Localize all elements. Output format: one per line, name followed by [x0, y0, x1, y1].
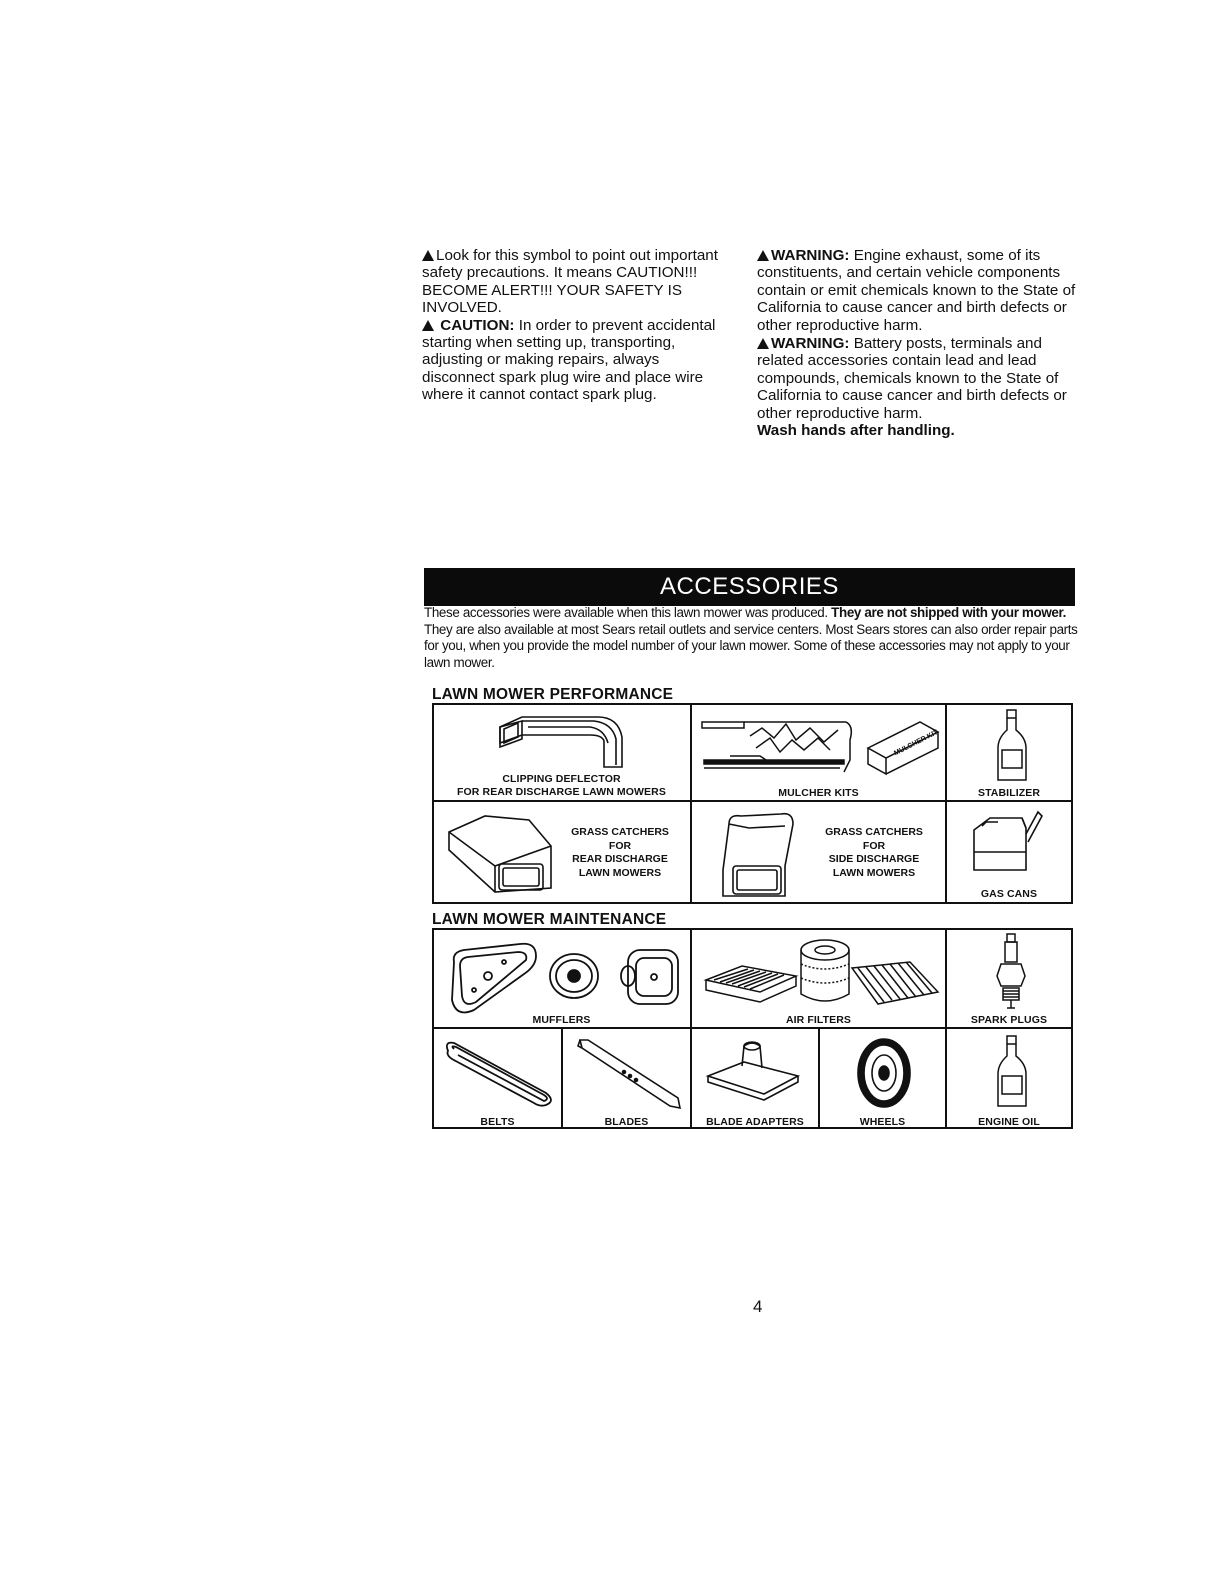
grid-divider	[690, 703, 692, 904]
safety-symbol-note: Look for this symbol to point out important safety precautions. It means CAUTION!!! BECOME ALERT!!! YOUR SAFETY IS INVOLVED.	[422, 247, 718, 317]
mulcher-kits-caption: MULCHER KITS	[778, 787, 859, 799]
mulcher-blade-icon	[700, 716, 855, 776]
caution-label: CAUTION:	[440, 316, 515, 334]
warning-battery-paragraph	[757, 335, 1079, 422]
safety-left-column	[422, 247, 722, 404]
warning-exhaust-text: Engine exhaust, some of its constituents, and certain vehicle components contain or emit chemicals known to the State of California to cause cancer and birth defects or other reproductive harm.	[757, 247, 1076, 334]
warning-battery-text: Battery posts, terminals and related accessories contain lead and lead compounds, chemicals known to the State of California to cause cancer and birth defects or other reproductive harm.	[757, 335, 1067, 422]
muffler-icon	[444, 938, 542, 1016]
grid-divider	[432, 1027, 1073, 1029]
muffler-icon	[618, 946, 682, 1008]
belts-caption: BELTS	[480, 1116, 515, 1128]
accessories-intro: These accessories were available when this lawn mower was produced. They are not shipped with your mower. They are also available at most Sears retail outlets and service centers. Most Sears stores can also order repair parts for you, when you provide the model number of your lawn mower. Some of these accessories may not apply to your lawn mower.	[424, 605, 1078, 670]
air-filter-canister-icon	[796, 938, 854, 1008]
wash-hands-note: Wash hands after handling.	[757, 422, 955, 440]
performance-heading: LAWN MOWER PERFORMANCE	[432, 686, 674, 703]
accessories-banner: ACCESSORIES	[424, 568, 1075, 606]
warning-exhaust-paragraph	[757, 247, 1079, 334]
rear-grass-catchers-caption: GRASS CATCHERS FOR REAR DISCHARGE LAWN MOWERS	[571, 826, 669, 879]
blades-caption: BLADES	[604, 1116, 649, 1128]
gas-can-icon	[968, 808, 1046, 882]
caution-paragraph	[422, 317, 722, 404]
grid-divider	[818, 1027, 820, 1129]
warning-label: WARNING:	[771, 335, 850, 353]
grid-divider	[432, 800, 1073, 802]
page-number: 4	[753, 1297, 763, 1316]
clipping-deflector-caption: CLIPPING DEFLECTOR FOR REAR DISCHARGE LAWN MOWERS	[457, 773, 666, 798]
spark-plug-icon	[991, 932, 1031, 1014]
mulcher-kit-box-icon	[866, 718, 941, 774]
air-filter-pleated-icon	[848, 958, 942, 1008]
engine-oil-bottle-icon	[994, 1034, 1030, 1110]
mulcher-box-label: MULCHER KIT	[893, 729, 940, 758]
clipping-deflector-icon	[494, 713, 628, 771]
wheels-caption: WHEELS	[859, 1116, 906, 1128]
engine-oil-caption: ENGINE OIL	[978, 1116, 1040, 1128]
caution-text: In order to prevent accidental starting when setting up, transporting, adjusting or making repairs, always disconnect spark plug wire and place wire where it cannot contact spark plug.	[422, 316, 716, 404]
maintenance-heading: LAWN MOWER MAINTENANCE	[432, 911, 667, 928]
muffler-icon	[546, 950, 602, 1002]
air-filters-caption: AIR FILTERS	[785, 1014, 852, 1026]
blade-icon	[576, 1036, 684, 1112]
rear-grass-catcher-icon	[445, 810, 557, 894]
mufflers-caption: MUFFLERS	[532, 1014, 591, 1026]
spark-plugs-caption: SPARK PLUGS	[970, 1014, 1048, 1026]
warning-triangle-icon	[422, 250, 434, 261]
side-grass-catchers-caption: GRASS CATCHERS FOR SIDE DISCHARGE LAWN MOWERS	[825, 826, 923, 879]
warning-triangle-icon	[757, 338, 769, 349]
warning-label: WARNING:	[771, 247, 850, 264]
warning-triangle-icon	[757, 250, 769, 261]
grid-divider	[561, 1027, 563, 1129]
warning-triangle-icon	[422, 320, 434, 331]
belt-icon	[440, 1037, 560, 1109]
blade-adapter-icon	[704, 1040, 804, 1100]
stabilizer-caption: STABILIZER	[977, 787, 1041, 799]
grid-divider	[945, 703, 947, 904]
stabilizer-bottle-icon	[994, 708, 1030, 784]
blade-adapters-caption: BLADE ADAPTERS	[706, 1116, 804, 1128]
safety-right-column	[757, 247, 1079, 439]
air-filter-panel-icon	[702, 962, 800, 1004]
gas-cans-caption: GAS CANS	[980, 888, 1038, 900]
wheel-icon	[852, 1036, 916, 1110]
side-grass-catcher-icon	[719, 810, 799, 898]
